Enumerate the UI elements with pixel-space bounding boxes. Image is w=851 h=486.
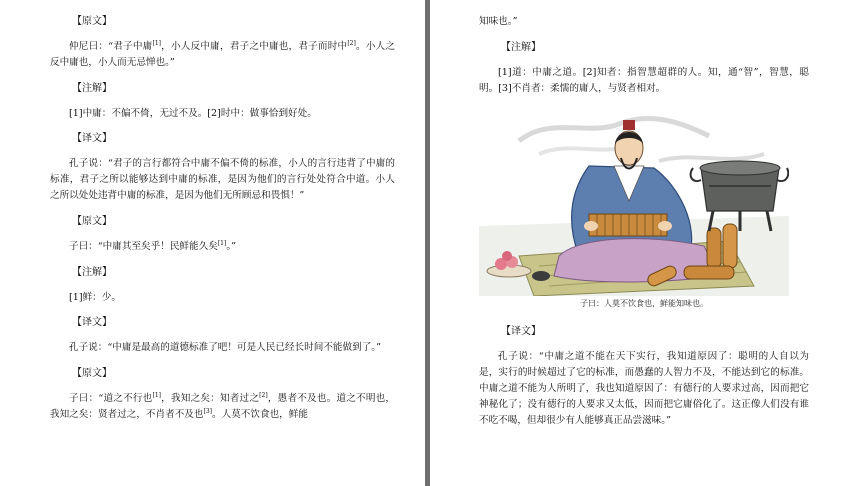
section-heading: 【译文】 xyxy=(72,133,112,145)
paragraph: 子曰：“中庸其至矣乎！民鲜能久矣[1]。” xyxy=(69,239,237,252)
footnote-ref: [1] xyxy=(152,39,161,47)
paragraph: [1]中庸：不偏不倚，无过不及。[2]时中：做事恰到好处。 xyxy=(69,107,317,119)
section-heading: 【原文】 xyxy=(72,215,112,227)
section-heading: 【注解】 xyxy=(72,266,112,278)
paragraph: 子曰：“道之不行也[1]，我知之矣：知者过之[2]，愚者不及也。道之不明也，我知之矣：贤者过之，不肖者不及也[3]。人莫不饮食也，鲜能 xyxy=(50,391,396,420)
illustration xyxy=(479,106,809,296)
tea-cup xyxy=(532,271,550,281)
footnote-ref: [1] xyxy=(152,391,161,399)
section-heading: 【译文】 xyxy=(72,317,112,329)
section-heading: 【注解】 xyxy=(501,41,541,53)
paragraph: [1]道：中庸之道。[2]知者：指智慧超群的人。知，通“智”，智慧，聪明。[3]不肖者：柔懦的庸人，与贤者相对。 xyxy=(479,66,809,94)
paragraph: 仲尼曰：“君子中庸[1]，小人反中庸，君子之中庸也，君子而时中[2]。小人之反中庸也，小人而无忌惮也。” xyxy=(50,39,396,68)
scholar-illustration xyxy=(479,106,789,296)
section-heading: 【原文】 xyxy=(72,16,112,27)
section-heading: 【原文】 xyxy=(72,368,112,380)
paragraph: 知味也。” xyxy=(479,16,518,27)
paragraph: 孔子说：“君子的言行都符合中庸不偏不倚的标准，小人的言行违背了中庸的标准，君子之所以能够达到中庸的标准，是因为他们的言行处处符合中道。小人之所以处处违背中庸的标准，是因为他们无所顾忌和畏惧！” xyxy=(50,158,395,201)
paragraph: [1]鲜：少。 xyxy=(69,291,121,303)
footnote-ref: [2] xyxy=(259,391,268,399)
right-page xyxy=(430,0,851,486)
figure-caption: 子曰：人莫不饮食也，鲜能知味也。 xyxy=(580,299,708,309)
scholar-cap xyxy=(623,120,635,130)
footnote-ref: [1] xyxy=(217,239,227,247)
paragraph: 孔子说：“中庸之道不能在天下实行，我知道原因了：聪明的人自以为是，实行的时候超过了它的标准，而愚蠢的人智力不及，不能达到它的标准。中庸之道不能为人所明了，我也知道原因了：有德行的人要求过高，因而把它神秘化了；没有德行的人要求又太低，因而把它庸俗化了。这正像人们没有谁不吃不喝，但却很少有人能够真正品尝滋味。” xyxy=(479,351,809,426)
bamboo-scroll xyxy=(589,214,667,236)
section-heading: 【译文】 xyxy=(501,326,541,338)
footnote-ref: [2] xyxy=(347,39,356,47)
paragraph: 孔子说：“中庸是最高的道德标准了吧！可是人民已经长时间不能做到了。” xyxy=(69,342,382,354)
footnote-ref: [3] xyxy=(203,407,212,415)
left-page xyxy=(0,0,425,486)
section-heading: 【注解】 xyxy=(72,82,112,94)
